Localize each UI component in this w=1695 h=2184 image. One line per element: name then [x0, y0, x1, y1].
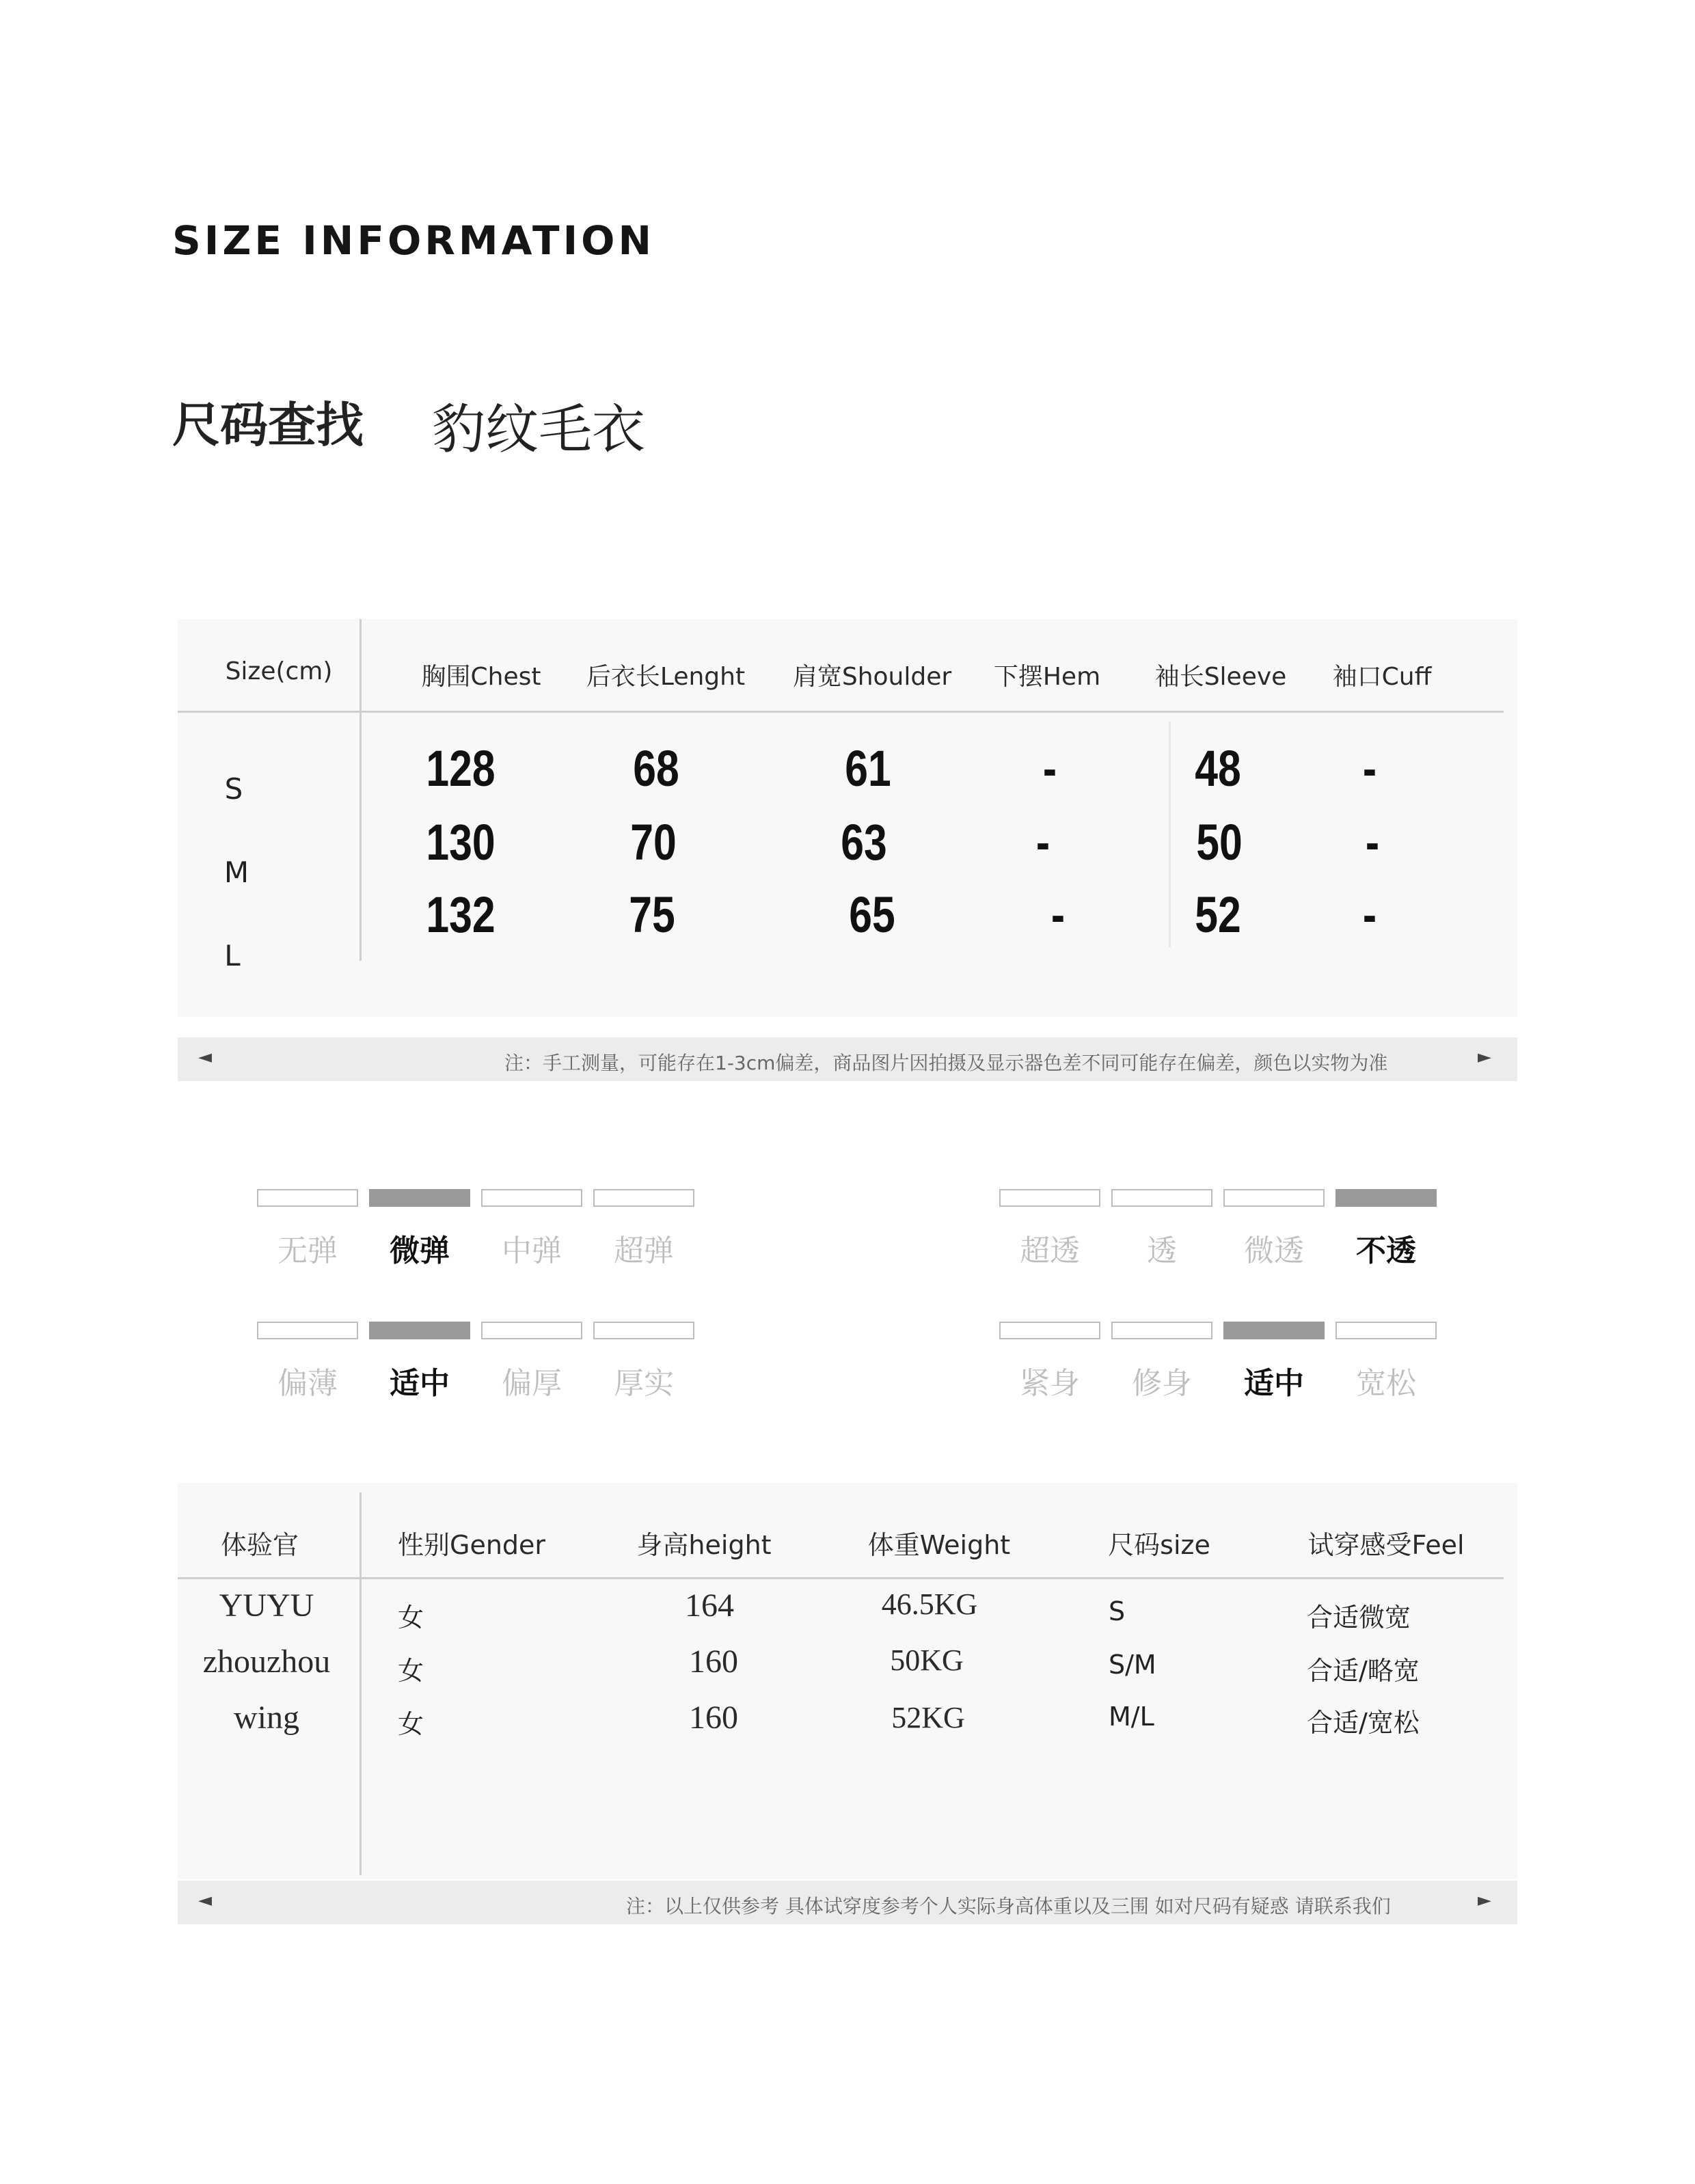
col-header-length: 后衣长Lenght	[586, 663, 746, 691]
col-header-gender: 性别Gender	[398, 1530, 546, 1560]
scale-bar	[593, 1189, 694, 1207]
tester-feel: 合适/略宽	[1307, 1656, 1420, 1686]
scale-bar	[1223, 1189, 1325, 1207]
col-header-shoulder: 肩宽Shoulder	[792, 663, 952, 691]
size-lookup-heading: 尺码查找	[172, 397, 364, 453]
scale-label: 紧身	[1020, 1366, 1080, 1401]
col-header-sleeve: 袖长Sleeve	[1154, 663, 1287, 691]
scale-label: 无弹	[277, 1233, 338, 1268]
tryon-note-bar	[178, 1881, 1517, 1924]
size-note-text: 注：手工测量，可能存在1-3cm偏差，商品图片因拍摄及显示器色差不同可能存在偏差，颜色以实物为准	[504, 1052, 1388, 1074]
cell-s-sleeve: 48	[1195, 740, 1241, 797]
size-label-m: M	[223, 856, 249, 889]
col-header-hem: 下摆Hem	[993, 663, 1101, 691]
tester-height: 160	[689, 1643, 738, 1680]
tester-weight: 52KG	[891, 1701, 965, 1734]
scroll-left-icon[interactable]: ◄	[198, 1890, 212, 1911]
cell-m-length: 70	[630, 814, 677, 871]
scale-label: 超透	[1020, 1233, 1080, 1268]
scale-label: 微透	[1244, 1233, 1304, 1268]
size-note-bar	[178, 1037, 1517, 1081]
tryon-table	[178, 1483, 1517, 1879]
scale-bar	[1335, 1322, 1437, 1339]
cell-m-chest: 130	[426, 814, 496, 871]
scale-bar	[257, 1322, 358, 1339]
cell-l-shoulder: 65	[849, 886, 895, 943]
cell-s-shoulder: 61	[845, 740, 891, 797]
tester-height: 160	[689, 1700, 738, 1736]
scale-label: 修身	[1132, 1366, 1192, 1401]
cell-l-chest: 132	[426, 886, 496, 943]
scale-label-selected: 适中	[1244, 1366, 1304, 1401]
scroll-left-icon[interactable]: ◄	[198, 1047, 212, 1067]
scale-label: 中弹	[502, 1233, 562, 1268]
tester-height: 164	[685, 1587, 734, 1624]
tester-gender: 女	[398, 1656, 424, 1686]
col-header-size: 尺码size	[1108, 1530, 1210, 1560]
col-header-chest: 胸围Chest	[421, 663, 541, 691]
cell-l-hem: -	[1050, 886, 1066, 943]
size-label-l: L	[224, 939, 241, 972]
cell-s-length: 68	[633, 740, 679, 797]
cell-s-chest: 128	[426, 740, 496, 797]
scale-bar-selected	[369, 1189, 470, 1207]
tester-name: YUYU	[219, 1587, 314, 1624]
scale-label-selected: 不透	[1356, 1233, 1416, 1268]
scale-bar-selected	[1223, 1322, 1325, 1339]
scale-label: 偏薄	[277, 1366, 338, 1401]
product-name: 豹纹毛衣	[432, 399, 646, 461]
scale-bar	[1111, 1322, 1212, 1339]
col-header-weight: 体重Weight	[867, 1530, 1011, 1560]
scale-bar-selected	[369, 1322, 470, 1339]
tester-size: S	[1109, 1596, 1126, 1626]
cell-l-sleeve: 52	[1195, 886, 1241, 943]
scale-label-selected: 适中	[390, 1366, 450, 1401]
scale-bar	[999, 1322, 1100, 1339]
tester-feel: 合适/宽松	[1307, 1708, 1420, 1738]
tester-weight: 46.5KG	[881, 1587, 978, 1621]
tester-size: S/M	[1109, 1650, 1156, 1680]
cell-m-sleeve: 50	[1196, 814, 1243, 871]
scale-label: 偏厚	[502, 1366, 562, 1401]
tester-gender: 女	[398, 1602, 424, 1633]
scale-label: 超弹	[614, 1233, 674, 1268]
size-label-s: S	[224, 772, 243, 806]
tryon-note-text: 注：以上仅供参考 具体试穿度参考个人实际身高体重以及三围 如对尺码有疑惑 请联系我们	[626, 1895, 1391, 1917]
col-header-size: Size(cm)	[225, 657, 333, 685]
cell-m-hem: -	[1035, 814, 1050, 871]
col-header-height: 身高height	[636, 1530, 772, 1560]
tester-gender: 女	[398, 1709, 424, 1739]
scroll-right-icon[interactable]: ►	[1478, 1890, 1491, 1911]
col-header-feel: 试穿感受Feel	[1307, 1530, 1465, 1560]
cell-s-hem: -	[1042, 740, 1057, 797]
cell-l-cuff: -	[1362, 886, 1377, 943]
tester-size: M/L	[1109, 1702, 1154, 1732]
scale-bar	[999, 1189, 1100, 1207]
scroll-right-icon[interactable]: ►	[1478, 1047, 1491, 1067]
scale-bar	[257, 1189, 358, 1207]
scale-label: 厚实	[614, 1366, 674, 1401]
scale-bar-selected	[1335, 1189, 1437, 1207]
scale-bar	[481, 1322, 582, 1339]
scale-bar	[1111, 1189, 1212, 1207]
scale-label-selected: 微弹	[390, 1233, 450, 1268]
tester-name: zhouzhou	[202, 1643, 331, 1680]
scale-bar	[593, 1322, 694, 1339]
scale-bar	[481, 1189, 582, 1207]
scale-label: 宽松	[1356, 1366, 1416, 1401]
col-header-tester: 体验官	[220, 1530, 299, 1560]
cell-l-length: 75	[629, 886, 675, 943]
tester-name: wing	[234, 1700, 299, 1736]
tester-feel: 合适微宽	[1307, 1602, 1411, 1633]
size-table	[178, 619, 1517, 1017]
col-header-cuff: 袖口Cuff	[1332, 663, 1432, 691]
page-title: SIZE INFORMATION	[172, 217, 655, 264]
cell-m-shoulder: 63	[841, 814, 887, 871]
scale-label: 透	[1147, 1233, 1177, 1268]
cell-m-cuff: -	[1365, 814, 1380, 871]
cell-s-cuff: -	[1362, 740, 1377, 797]
tester-weight: 50KG	[890, 1643, 964, 1677]
